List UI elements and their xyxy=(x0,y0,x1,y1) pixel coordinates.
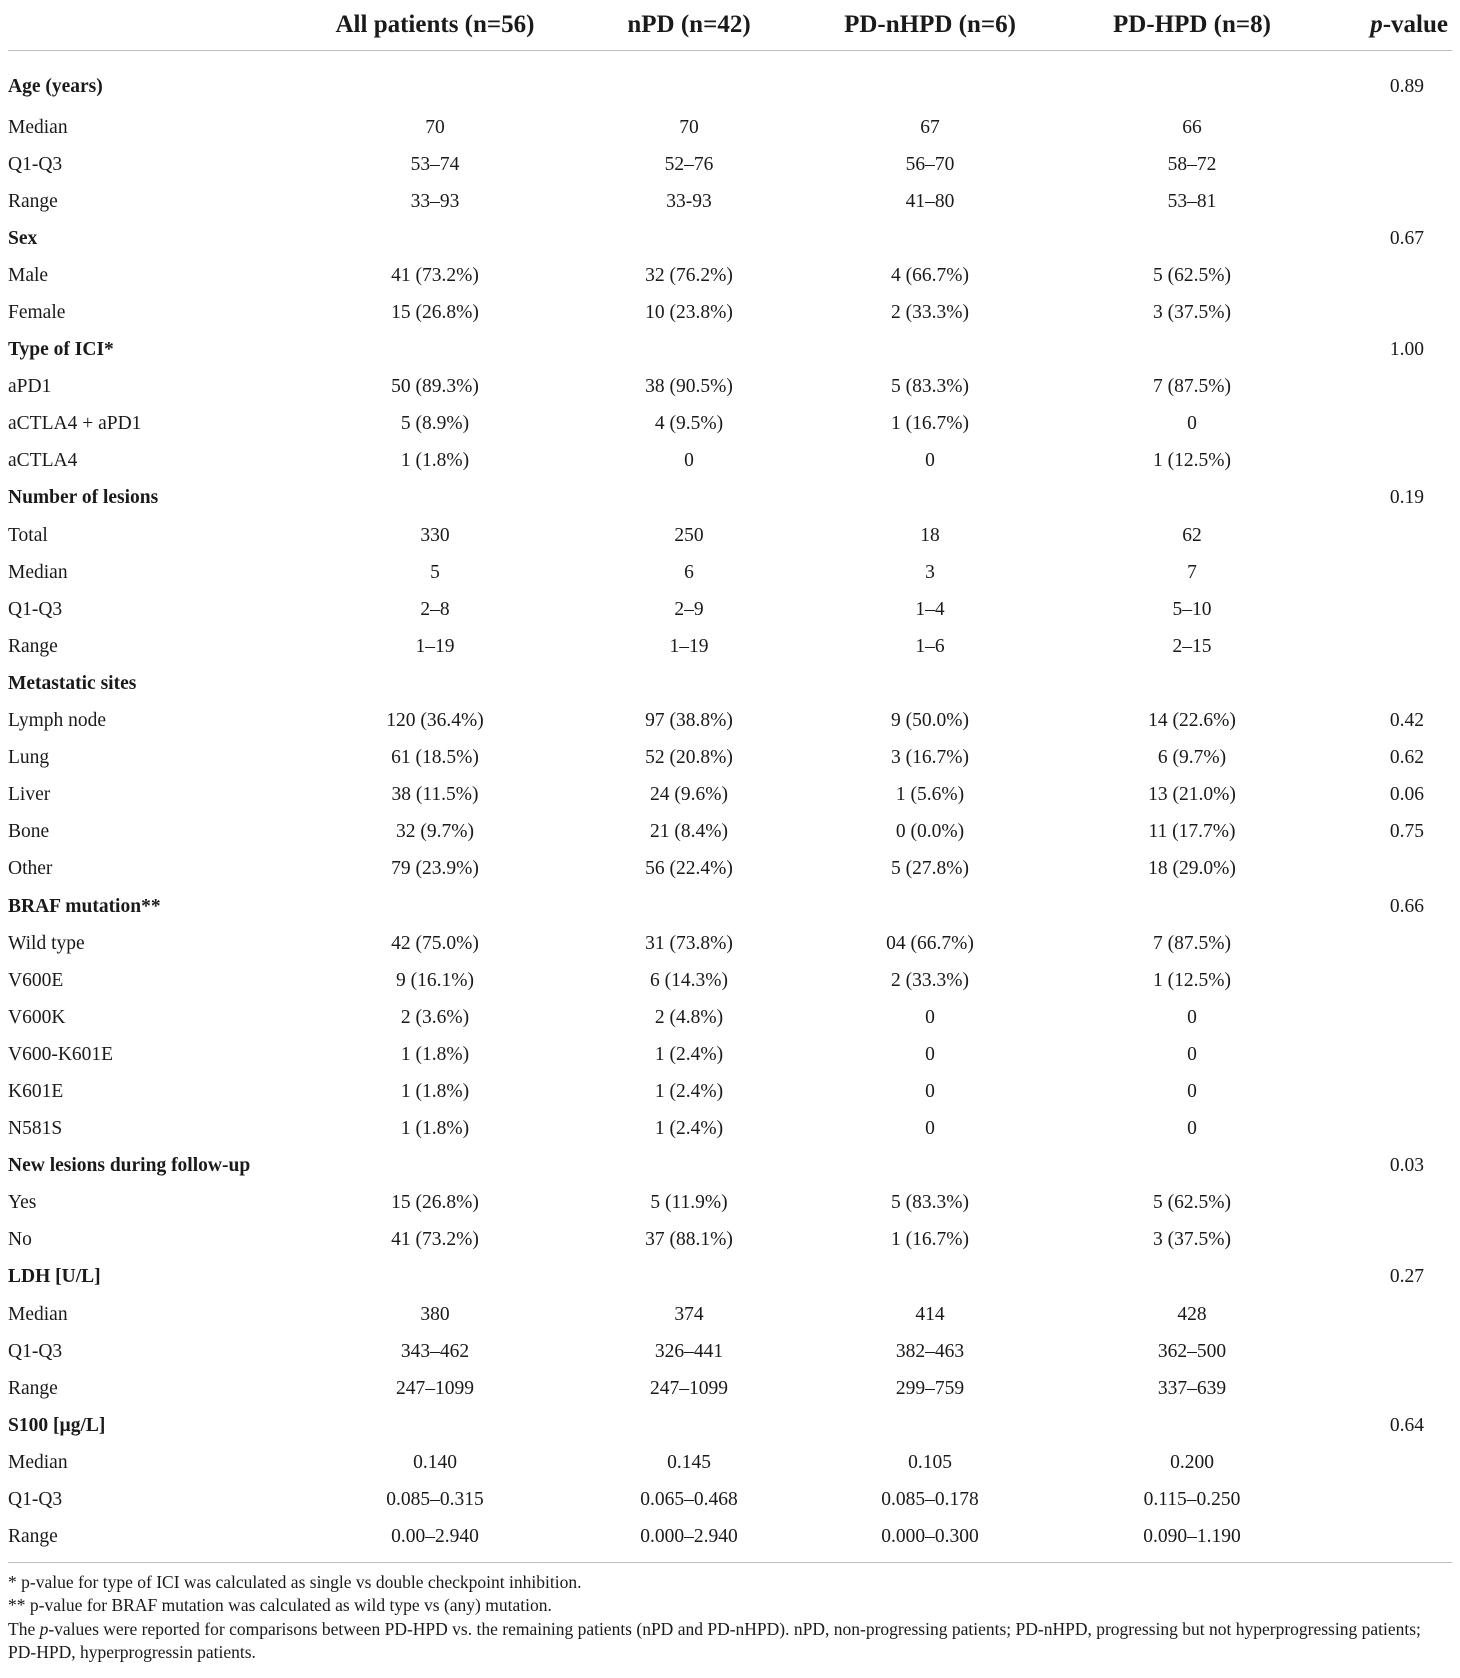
table-cell xyxy=(580,220,798,257)
table-cell: 0.200 xyxy=(1170,1451,1214,1473)
table-cell: 41 (73.2%) xyxy=(391,1229,479,1251)
table-cell xyxy=(290,1259,580,1296)
table-cell: 31 (73.8%) xyxy=(645,932,733,954)
table-row xyxy=(8,740,1452,777)
table-cell: 33-93 xyxy=(666,190,712,212)
table-cell xyxy=(290,888,580,925)
section-row xyxy=(8,1148,1452,1185)
patient-characteristics-table xyxy=(8,0,1452,1563)
table-cell xyxy=(580,332,798,369)
table-cell: 362–500 xyxy=(1157,1340,1227,1362)
table-cell: 5 (83.3%) xyxy=(891,1192,969,1214)
row-label: Range xyxy=(8,1519,290,1563)
table-cell xyxy=(580,1407,798,1444)
table-row xyxy=(8,1519,1452,1563)
row-label: Lung xyxy=(8,747,50,769)
p-value-cell xyxy=(1322,925,1452,962)
table-cell: 380 xyxy=(420,1303,450,1325)
footnote-abbreviations xyxy=(8,1618,1452,1665)
table-cell: 5 (8.9%) xyxy=(400,413,470,435)
p-value-cell xyxy=(1322,1444,1452,1481)
row-label: Female xyxy=(8,302,66,324)
table-row xyxy=(8,443,1452,480)
p-value-cell: 0.03 xyxy=(1389,1155,1424,1177)
table-cell xyxy=(798,1148,1062,1185)
p-value-cell xyxy=(1322,962,1452,999)
table-cell: 5 (62.5%) xyxy=(1153,264,1231,286)
table-cell: 70 xyxy=(425,116,445,138)
table-row xyxy=(8,146,1452,183)
p-value-cell xyxy=(1322,109,1452,146)
section-label: BRAF mutation** xyxy=(8,895,161,917)
table-cell: 53–81 xyxy=(1167,190,1217,212)
table-cell xyxy=(1062,51,1322,110)
table-row xyxy=(8,628,1452,665)
p-value-cell: 1.00 xyxy=(1389,339,1424,361)
table-cell: 337–639 xyxy=(1157,1377,1227,1399)
section-label: Age (years) xyxy=(8,76,103,97)
table-cell: 428 xyxy=(1177,1303,1207,1325)
row-label: Median xyxy=(8,1303,68,1325)
table-cell: 5 xyxy=(430,561,440,583)
table-row xyxy=(8,183,1452,220)
table-cell: 4 (9.5%) xyxy=(654,413,724,435)
table-cell: 66 xyxy=(1182,116,1202,138)
table-cell: 61 (18.5%) xyxy=(391,747,479,769)
row-label: Yes xyxy=(8,1192,37,1214)
header-p-value xyxy=(1322,0,1452,51)
footnote-braf: ** p-value for BRAF mutation was calculated as wild type vs (any) mutation. xyxy=(8,1595,552,1616)
section-row xyxy=(8,888,1452,925)
table-cell: 38 (11.5%) xyxy=(391,784,479,806)
table-header xyxy=(8,0,1452,51)
table-cell: 79 (23.9%) xyxy=(391,858,479,880)
table-cell: 0 xyxy=(1187,1118,1197,1140)
table-cell xyxy=(290,1148,580,1185)
row-label: V600K xyxy=(8,1006,66,1028)
row-label: Median xyxy=(8,1451,68,1473)
table-cell: 04 (66.7%) xyxy=(886,932,974,954)
row-label: Wild type xyxy=(8,932,85,954)
table-row xyxy=(8,999,1452,1036)
p-value-cell xyxy=(1322,1333,1452,1370)
table-cell: 56 (22.4%) xyxy=(645,858,733,880)
footnote-ici: * p-value for type of ICI was calculated as single vs double checkpoint inhibition. xyxy=(8,1571,582,1592)
table-cell: 0 xyxy=(925,1006,935,1028)
table-cell: 15 (26.8%) xyxy=(391,302,479,324)
header-npd: nPD (n=42) xyxy=(580,0,798,51)
table-row xyxy=(8,406,1452,443)
row-label: Q1-Q3 xyxy=(8,153,63,175)
table-cell: 0.090–1.190 xyxy=(1062,1519,1322,1563)
table-cell: 52 (20.8%) xyxy=(645,747,733,769)
table-row xyxy=(8,369,1452,406)
row-label: aPD1 xyxy=(8,376,52,398)
table-cell: 343–462 xyxy=(400,1340,470,1362)
table-cell xyxy=(1062,220,1322,257)
table-row xyxy=(8,1444,1452,1481)
table-cell: 250 xyxy=(674,524,704,546)
table-cell xyxy=(580,480,798,517)
row-label: V600E xyxy=(8,969,64,991)
table-cell xyxy=(798,480,1062,517)
table-cell: 1 (2.4%) xyxy=(654,1118,724,1140)
table-cell: 0.065–0.468 xyxy=(640,1489,738,1511)
table-row xyxy=(8,1296,1452,1333)
table-cell: 0 (0.0%) xyxy=(895,821,965,843)
section-row xyxy=(8,51,1452,110)
table-cell: 2 (4.8%) xyxy=(654,1006,724,1028)
p-value-cell: 0.06 xyxy=(1389,784,1424,806)
table-footnotes xyxy=(8,1571,1452,1665)
p-value-cell xyxy=(1322,1073,1452,1110)
table-row xyxy=(8,1111,1452,1148)
p-value-cell: 0.75 xyxy=(1389,821,1424,843)
table-cell: 414 xyxy=(915,1303,945,1325)
table-cell: 1 (12.5%) xyxy=(1153,969,1231,991)
row-label: aCTLA4 + aPD1 xyxy=(8,413,142,435)
table-cell: 13 (21.0%) xyxy=(1148,784,1236,806)
table-cell: 70 xyxy=(679,116,699,138)
row-label: Median xyxy=(8,561,68,583)
row-label: N581S xyxy=(8,1118,63,1140)
section-label: Metastatic sites xyxy=(8,672,137,694)
table-cell: 9 (50.0%) xyxy=(891,710,969,732)
row-label: Liver xyxy=(8,784,51,806)
header-pd-nhpd: PD-nHPD (n=6) xyxy=(798,0,1062,51)
table-row xyxy=(8,554,1452,591)
table-cell: 1 (1.8%) xyxy=(400,1043,470,1065)
p-value-cell: 0.19 xyxy=(1389,487,1424,509)
table-cell xyxy=(580,888,798,925)
table-cell: 10 (23.8%) xyxy=(645,302,733,324)
table-cell: 1 (12.5%) xyxy=(1153,450,1231,472)
table-cell: 0.085–0.315 xyxy=(386,1489,484,1511)
table-cell: 5 (83.3%) xyxy=(891,376,969,398)
p-value-cell: 0.66 xyxy=(1389,895,1424,917)
p-value-cell xyxy=(1322,1519,1452,1563)
table-row xyxy=(8,591,1452,628)
table-cell: 0.00–2.940 xyxy=(290,1519,580,1563)
footnote-text-start: The xyxy=(8,1618,40,1639)
row-label: aCTLA4 xyxy=(8,450,78,472)
table-cell: 1 (1.8%) xyxy=(400,1080,470,1102)
p-value-cell: 0.62 xyxy=(1389,747,1424,769)
table-row xyxy=(8,851,1452,888)
table-cell: 41–80 xyxy=(905,190,955,212)
table-cell xyxy=(1062,665,1322,702)
section-label: Sex xyxy=(8,227,38,249)
p-value-cell xyxy=(1322,406,1452,443)
p-value-cell xyxy=(1322,554,1452,591)
row-label: Q1-Q3 xyxy=(8,1340,63,1362)
p-value-cell xyxy=(1322,591,1452,628)
table-cell: 21 (8.4%) xyxy=(650,821,728,843)
section-label: Number of lesions xyxy=(8,487,159,509)
table-cell: 247–1099 xyxy=(650,1377,728,1399)
section-row xyxy=(8,665,1452,702)
table-cell xyxy=(1062,1148,1322,1185)
p-value-cell xyxy=(1322,665,1452,702)
table-cell: 0 xyxy=(925,1043,935,1065)
table-cell: 7 (87.5%) xyxy=(1153,376,1231,398)
table-cell: 0.140 xyxy=(413,1451,457,1473)
row-label: No xyxy=(8,1229,32,1251)
row-label: V600-K601E xyxy=(8,1043,114,1065)
p-value-cell xyxy=(1322,1111,1452,1148)
row-label: Range xyxy=(8,190,58,212)
table-cell: 7 xyxy=(1187,561,1197,583)
table-cell: 382–463 xyxy=(895,1340,965,1362)
section-row xyxy=(8,220,1452,257)
section-label: Type of ICI* xyxy=(8,339,114,361)
section-row xyxy=(8,1407,1452,1444)
header-label-column xyxy=(8,0,290,51)
p-value-cell xyxy=(1322,1185,1452,1222)
table-cell: 1 (2.4%) xyxy=(654,1043,724,1065)
row-label: Median xyxy=(8,116,68,138)
table-cell: 37 (88.1%) xyxy=(645,1229,733,1251)
table-cell: 42 (75.0%) xyxy=(391,932,479,954)
table-cell: 1 (2.4%) xyxy=(654,1080,724,1102)
header-p-italic: p xyxy=(1370,11,1383,38)
table-cell: 58–72 xyxy=(1167,153,1217,175)
section-label: LDH [U/L] xyxy=(8,1266,101,1288)
table-cell: 6 (9.7%) xyxy=(1157,747,1227,769)
table-row xyxy=(8,1222,1452,1259)
table-cell: 2 (3.6%) xyxy=(400,1006,470,1028)
section-row xyxy=(8,332,1452,369)
table-cell: 56–70 xyxy=(905,153,955,175)
table-cell: 1 (16.7%) xyxy=(891,413,969,435)
p-value-cell xyxy=(1322,294,1452,331)
table-cell: 0.000–0.300 xyxy=(798,1519,1062,1563)
table-cell: 0 xyxy=(925,450,935,472)
row-label: Q1-Q3 xyxy=(8,1489,63,1511)
p-value-cell xyxy=(1322,183,1452,220)
table-cell: 0 xyxy=(684,450,694,472)
table-cell: 67 xyxy=(920,116,940,138)
table-row xyxy=(8,109,1452,146)
table-cell: 7 (87.5%) xyxy=(1153,932,1231,954)
table-cell: 18 (29.0%) xyxy=(1148,858,1236,880)
row-label: Range xyxy=(8,635,58,657)
section-row xyxy=(8,480,1452,517)
table-cell: 1 (16.7%) xyxy=(891,1229,969,1251)
table-cell: 1 (1.8%) xyxy=(400,450,470,472)
table-cell: 32 (9.7%) xyxy=(396,821,474,843)
footnote-text-rest: -values were reported for comparisons between PD-HPD vs. the remaining patients (nPD and PD-nHPD). nPD, non-progressing patients; PD-nHPD, progressing but not hyperprogressing patients; PD-HPD, hyperprogressin patients. xyxy=(8,1618,1421,1663)
row-label: Bone xyxy=(8,821,50,843)
table-cell: 53–74 xyxy=(410,153,460,175)
table-cell: 1–6 xyxy=(915,635,945,657)
header-all-patients: All patients (n=56) xyxy=(290,0,580,51)
table-cell: 1–19 xyxy=(415,635,455,657)
table-cell: 0 xyxy=(925,1080,935,1102)
table-row xyxy=(8,1481,1452,1518)
p-value-cell xyxy=(1322,628,1452,665)
table-cell: 0.105 xyxy=(908,1451,952,1473)
table-cell: 0.115–0.250 xyxy=(1143,1489,1241,1511)
header-p-suffix: -value xyxy=(1382,11,1448,38)
table-row xyxy=(8,814,1452,851)
table-cell xyxy=(290,51,580,110)
table-cell xyxy=(580,665,798,702)
table-cell: 0 xyxy=(1187,1043,1197,1065)
p-value-cell xyxy=(1322,1481,1452,1518)
row-label: Other xyxy=(8,858,53,880)
p-value-cell: 0.42 xyxy=(1389,710,1424,732)
table-cell: 1–4 xyxy=(915,598,945,620)
row-label: K601E xyxy=(8,1080,64,1102)
table-cell: 24 (9.6%) xyxy=(650,784,728,806)
table-cell: 326–441 xyxy=(654,1340,724,1362)
table-cell xyxy=(580,1259,798,1296)
section-label: New lesions during follow-up xyxy=(8,1155,251,1177)
table-cell: 0.145 xyxy=(667,1451,711,1473)
p-value-cell xyxy=(1322,851,1452,888)
table-cell: 3 (37.5%) xyxy=(1153,302,1231,324)
row-label: Total xyxy=(8,524,48,546)
table-cell: 15 (26.8%) xyxy=(391,1192,479,1214)
table-cell: 4 (66.7%) xyxy=(891,264,969,286)
table-row xyxy=(8,777,1452,814)
table-cell: 5 (27.8%) xyxy=(891,858,969,880)
table-cell xyxy=(1062,1259,1322,1296)
p-value-cell: 0.67 xyxy=(1389,227,1424,249)
table-cell: 33–93 xyxy=(410,190,460,212)
table-cell: 330 xyxy=(420,524,450,546)
table-cell: 1 (1.8%) xyxy=(400,1118,470,1140)
table-cell xyxy=(798,665,1062,702)
p-value-cell xyxy=(1322,517,1452,554)
table-row xyxy=(8,1370,1452,1407)
section-label: S100 [µg/L] xyxy=(8,1414,106,1436)
table-cell: 3 xyxy=(925,561,935,583)
header-row xyxy=(8,0,1452,51)
table-cell: 0 xyxy=(1187,1080,1197,1102)
table-cell: 3 (37.5%) xyxy=(1153,1229,1231,1251)
table-row xyxy=(8,703,1452,740)
table-cell xyxy=(798,51,1062,110)
table-row xyxy=(8,1036,1452,1073)
table-row xyxy=(8,925,1452,962)
row-label: Range xyxy=(8,1377,58,1399)
table-cell xyxy=(798,1259,1062,1296)
table-cell xyxy=(290,480,580,517)
table-row xyxy=(8,517,1452,554)
table-cell xyxy=(580,51,798,110)
table-cell: 41 (73.2%) xyxy=(391,264,479,286)
p-value-cell: 0.89 xyxy=(1389,76,1424,97)
section-row xyxy=(8,1259,1452,1296)
table-cell: 11 (17.7%) xyxy=(1148,821,1236,843)
table-cell xyxy=(798,1407,1062,1444)
table-row xyxy=(8,1333,1452,1370)
table-cell xyxy=(1062,888,1322,925)
p-value-cell xyxy=(1322,369,1452,406)
table-row xyxy=(8,257,1452,294)
table-cell: 2–9 xyxy=(674,598,704,620)
table-cell: 2–15 xyxy=(1172,635,1212,657)
table-cell: 247–1099 xyxy=(396,1377,474,1399)
table-cell xyxy=(290,332,580,369)
table-row xyxy=(8,294,1452,331)
table-cell: 120 (36.4%) xyxy=(386,710,484,732)
table-row xyxy=(8,1073,1452,1110)
p-value-cell xyxy=(1322,257,1452,294)
table-cell: 0 xyxy=(1187,413,1197,435)
table-cell: 62 xyxy=(1182,524,1202,546)
table-cell: 97 (38.8%) xyxy=(645,710,733,732)
footnote-p-italic: p xyxy=(39,1618,49,1639)
table-cell: 18 xyxy=(920,524,940,546)
p-value-cell: 0.64 xyxy=(1389,1414,1424,1436)
row-label: Lymph node xyxy=(8,710,107,732)
table-cell: 299–759 xyxy=(895,1377,965,1399)
table-cell: 0 xyxy=(925,1118,935,1140)
table-cell: 0.085–0.178 xyxy=(881,1489,979,1511)
header-pd-hpd: PD-HPD (n=8) xyxy=(1062,0,1322,51)
row-label: Male xyxy=(8,264,49,286)
table-cell: 5 (62.5%) xyxy=(1153,1192,1231,1214)
p-value-cell: 0.27 xyxy=(1389,1266,1424,1288)
row-label: Q1-Q3 xyxy=(8,598,63,620)
table-cell: 2 (33.3%) xyxy=(891,302,969,324)
table-cell: 1 (5.6%) xyxy=(895,784,965,806)
p-value-cell xyxy=(1322,1222,1452,1259)
table-cell: 6 (14.3%) xyxy=(650,969,728,991)
table-cell: 374 xyxy=(674,1303,704,1325)
table-cell: 14 (22.6%) xyxy=(1148,710,1236,732)
table-cell: 5 (11.9%) xyxy=(650,1192,728,1214)
table-cell: 32 (76.2%) xyxy=(645,264,733,286)
table-cell xyxy=(1062,332,1322,369)
table-cell: 9 (16.1%) xyxy=(396,969,474,991)
table-cell xyxy=(798,888,1062,925)
table-cell xyxy=(1062,1407,1322,1444)
table-cell: 1–19 xyxy=(669,635,709,657)
table-cell: 52–76 xyxy=(664,153,714,175)
table-cell xyxy=(798,220,1062,257)
table-cell: 50 (89.3%) xyxy=(391,376,479,398)
table-cell xyxy=(1062,480,1322,517)
table-cell: 3 (16.7%) xyxy=(891,747,969,769)
p-value-cell xyxy=(1322,999,1452,1036)
p-value-cell xyxy=(1322,1296,1452,1333)
table-cell: 2–8 xyxy=(420,598,450,620)
table-body xyxy=(8,51,1452,1563)
table-cell xyxy=(290,1407,580,1444)
table-cell: 2 (33.3%) xyxy=(891,969,969,991)
table-cell: 0.000–2.940 xyxy=(580,1519,798,1563)
table-cell xyxy=(290,220,580,257)
table-cell xyxy=(290,665,580,702)
p-value-cell xyxy=(1322,146,1452,183)
table-cell: 38 (90.5%) xyxy=(645,376,733,398)
table-cell xyxy=(798,332,1062,369)
p-value-cell xyxy=(1322,1370,1452,1407)
table-cell xyxy=(580,1148,798,1185)
table-row xyxy=(8,1185,1452,1222)
table-cell: 0 xyxy=(1187,1006,1197,1028)
table-cell: 5–10 xyxy=(1172,598,1212,620)
p-value-cell xyxy=(1322,1036,1452,1073)
p-value-cell xyxy=(1322,443,1452,480)
table-row xyxy=(8,962,1452,999)
table-cell: 6 xyxy=(684,561,694,583)
